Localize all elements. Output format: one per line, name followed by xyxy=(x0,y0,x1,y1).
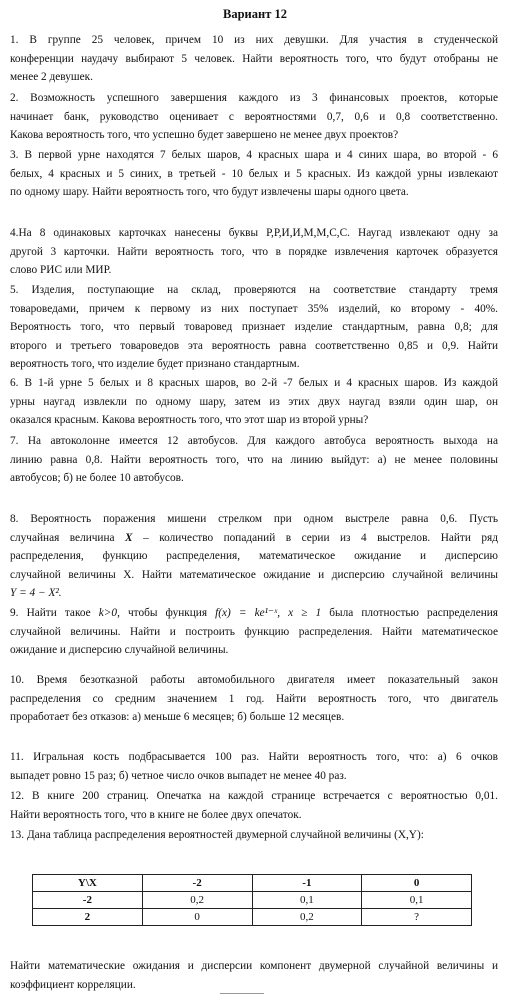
table-cell: ? xyxy=(362,909,472,926)
problem-10-line-1: 10. Время безотказной работы автомобильного двигателя имеет показательный закон xyxy=(10,674,498,686)
table-row xyxy=(33,909,472,926)
problem-6-line-3: оказался красным. Какова вероятность того, что этот шар из второй урны? xyxy=(10,414,369,427)
problem-8-variable-x: X xyxy=(125,531,133,544)
problem-9-line-3: ожидание и дисперсию случайной величины. xyxy=(10,644,229,657)
problem-6-line-2: урны наугад извлекли по одному шару, затем из этих двух наугад взяли один шар, он xyxy=(10,395,498,408)
table-cell: 0,1 xyxy=(362,892,472,909)
problem-9-density-formula: f(x) = ke¹⁻ˣ, x ≥ 1 xyxy=(215,607,322,619)
problem-2-line-1: 2. Возможность успешного завершения каждого из 3 финансовых проектов, которые xyxy=(10,92,498,104)
problem-6-line-1: 6. В 1-й урне 5 белых и 8 красных шаров, во 2-й -7 белых и 4 красных шаров. Из каждой xyxy=(10,377,498,389)
table-cell: 0 xyxy=(142,909,252,926)
problem-9-line-2: случайной величины. Найти и построить функцию распределения. Найти математическое xyxy=(10,625,498,638)
divider xyxy=(220,993,264,994)
table-row-label: -2 xyxy=(33,892,143,909)
problem-13-task-line-2: коэффициент корреляции. xyxy=(10,978,136,991)
problem-7-line-1: 7. На автоколонне имеется 12 автобусов. Для каждого автобуса вероятность выхода на xyxy=(10,435,498,447)
problem-9-line-1-b: , чтобы функция xyxy=(117,607,216,619)
problem-13 xyxy=(10,826,498,845)
table-row-label: 2 xyxy=(33,909,143,926)
problem-8-line-3: распределения, функцию распределения, математическое ожидание и дисперсию xyxy=(10,550,498,563)
problem-9-line-1-a: 9. Найти такое xyxy=(10,607,99,619)
problem-8-formula: Y = 4 − X². xyxy=(10,587,62,600)
problem-6 xyxy=(10,374,498,430)
problem-2-line-3: Какова вероятность того, что успешно будет завершено не менее двух проектов? xyxy=(10,129,399,142)
problem-4 xyxy=(10,224,498,280)
problem-8-line-2 xyxy=(10,529,498,548)
problem-5-line-3: Вероятность того, что первый товаровед признает изделие стандартным, равна 0,8; для xyxy=(10,321,498,334)
problem-1 xyxy=(10,31,498,87)
table-row xyxy=(33,892,472,909)
problem-8-line-4: случайной величины X. Найти математическое ожидание и дисперсию случайной величины xyxy=(10,568,498,581)
table-cell: 0,1 xyxy=(252,892,362,909)
table-header-cell: -1 xyxy=(252,875,362,892)
table-header-cell: 0 xyxy=(362,875,472,892)
problem-11-line-2: выпадет ровно 15 раз; б) четное число очков выпадет не менее 40 раз. xyxy=(10,769,347,782)
problem-3 xyxy=(10,146,498,202)
problem-9-line-1 xyxy=(10,604,498,623)
problem-7-line-3: автобусов; б) не более 10 автобусов. xyxy=(10,472,184,485)
problem-3-line-3: по одному шару. Найти вероятность того, что будут извлечены шары одного цвета. xyxy=(10,186,409,199)
page-title: Вариант 12 xyxy=(223,7,287,21)
problem-1-line-1: 1. В группе 25 человек, причем 10 из них девушки. Для участия в студенческой xyxy=(10,34,498,46)
problem-5 xyxy=(10,281,498,374)
problem-8-line-2-b: – количество попаданий в серии из 4 выстрелов. Найти ряд xyxy=(132,531,498,544)
problem-5-line-2: товароведами, причем к первому из них поступает 35% изделий, ко второму - 40%. xyxy=(10,302,498,315)
problem-12-line-2: Найти вероятность того, что в книге не более двух опечаток. xyxy=(10,808,302,821)
problem-7 xyxy=(10,432,498,488)
problem-10 xyxy=(10,671,498,727)
problem-9 xyxy=(10,604,498,660)
problem-13-task-line-1: Найти математические ожидания и дисперсии компонент двумерной случайной величины и xyxy=(10,960,498,972)
problem-1-line-2: конференции наудачу выбирают 5 человек. Найти вероятность того, что будут отобраны не xyxy=(10,52,498,65)
table-cell: 0,2 xyxy=(252,909,362,926)
problem-13-line-1: 13. Дана таблица распределения вероятностей двумерной случайной величины (X,Y): xyxy=(10,829,424,841)
problem-5-line-4: второго и третьего товароведов эта вероятность равна соответственно 0,85 и 0,9. Найти xyxy=(10,339,498,352)
problem-1-line-3: менее 2 девушек. xyxy=(10,71,93,84)
problem-13-task xyxy=(10,957,498,994)
table-header-cell: -2 xyxy=(142,875,252,892)
problem-12 xyxy=(10,787,498,824)
problem-4-line-1: 4.На 8 одинаковых карточках нанесены буквы Р,Р,И,И,М,М,С,С. Наугад извлекают одну за xyxy=(10,227,498,239)
problem-3-line-1: 3. В первой урне находятся 7 белых шаров, 4 красных шара и 4 синих шара, во второй - 6 xyxy=(10,149,498,161)
table-header-row xyxy=(33,875,472,892)
problem-5-line-1: 5. Изделия, поступающие на склад, проверяются на соответствие стандарту тремя xyxy=(10,284,498,296)
problem-8-line-1: 8. Вероятность поражения мишени стрелком при одном выстреле равна 0,6. Пусть xyxy=(10,513,498,525)
problem-11 xyxy=(10,748,498,785)
problem-8 xyxy=(10,510,498,603)
problem-9-k-condition: k>0 xyxy=(98,607,118,619)
problem-7-line-2: линию равна 0,8. Найти вероятность того, что на линию выйдут: а) не менее половины xyxy=(10,453,498,466)
problem-3-line-2: белых, 4 красных и 5 синих, в третьей - 10 белых и 5 красных. Из каждой урны извлекают xyxy=(10,167,498,180)
problem-8-line-2-a: случайная величина xyxy=(10,531,126,544)
table-cell: 0,2 xyxy=(142,892,252,909)
problem-11-line-1: 11. Игральная кость подбрасывается 100 раз. Найти вероятность того, что: а) 6 очков xyxy=(10,751,498,763)
problem-9-line-1-c: была плотностью распределения xyxy=(321,607,498,619)
problem-4-line-3: слово РИС или МИР. xyxy=(10,264,112,277)
table-header-cell: Y\X xyxy=(33,875,143,892)
problem-12-line-1: 12. В книге 200 страниц. Опечатка на каждой странице встречается с вероятностью 0,01. xyxy=(10,790,498,802)
problem-2 xyxy=(10,89,498,145)
problem-5-line-5: вероятность того, что изделие будет признано стандартным. xyxy=(10,358,300,371)
problem-10-line-3: проработает без отказов: а) меньше 6 месяцев; б) больше 12 месяцев. xyxy=(10,711,345,724)
problem-2-line-2: начинает банк, руководство оценивает с вероятностями 0,7, 0,6 и 0,8 соответственно. xyxy=(10,110,498,123)
problem-10-line-2: распределения со средним значением 1 год. Найти вероятность того, что двигатель xyxy=(10,692,498,705)
distribution-table xyxy=(32,874,472,926)
problem-4-line-2: другой 3 карточки. Найти вероятность того, что в порядке извлечения карточек образуется xyxy=(10,245,498,258)
